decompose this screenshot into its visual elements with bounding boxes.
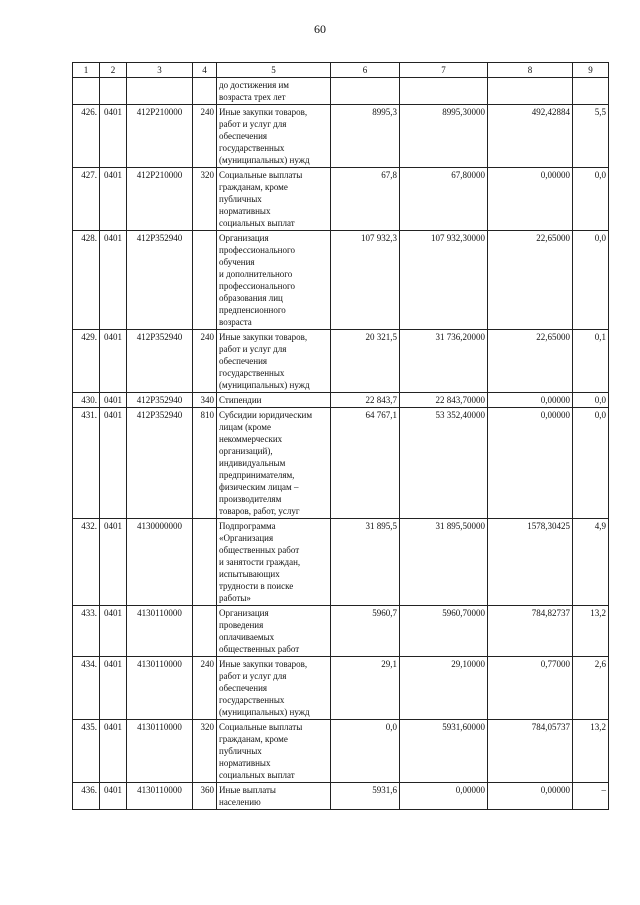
executed-amount-cell: 0,77000 xyxy=(488,657,573,720)
executed-amount-cell: 1578,30425 xyxy=(488,519,573,606)
table-row xyxy=(73,393,609,408)
row-number-cell: 426. xyxy=(73,105,100,168)
expense-type-cell: 240 xyxy=(193,657,217,720)
table-row xyxy=(73,168,609,231)
approved-amount-cell: 5960,7 xyxy=(331,606,400,657)
target-article-cell: 4130000000 xyxy=(127,519,193,606)
section-code-cell: 0401 xyxy=(100,720,127,783)
refined-amount-cell: 0,00000 xyxy=(400,783,488,810)
section-code-cell: 0401 xyxy=(100,231,127,330)
executed-amount-cell: 22,65000 xyxy=(488,330,573,393)
approved-amount-cell: 64 767,1 xyxy=(331,408,400,519)
column-header: 7 xyxy=(400,63,488,78)
table-row xyxy=(73,657,609,720)
executed-amount-cell: 0,00000 xyxy=(488,408,573,519)
table-row xyxy=(73,330,609,393)
column-header: 4 xyxy=(193,63,217,78)
execution-percent-cell: 13,2 xyxy=(573,606,609,657)
row-number-cell xyxy=(73,78,100,105)
row-number-cell: 429. xyxy=(73,330,100,393)
executed-amount-cell: 0,00000 xyxy=(488,783,573,810)
approved-amount-cell: 31 895,5 xyxy=(331,519,400,606)
approved-amount-cell: 5931,6 xyxy=(331,783,400,810)
target-article-cell: 4130110000 xyxy=(127,783,193,810)
section-code-cell: 0401 xyxy=(100,519,127,606)
table-row xyxy=(73,408,609,519)
refined-amount-cell: 53 352,40000 xyxy=(400,408,488,519)
table-row xyxy=(73,606,609,657)
expense-type-cell: 810 xyxy=(193,408,217,519)
target-article-cell: 4130110000 xyxy=(127,606,193,657)
refined-amount-cell: 22 843,70000 xyxy=(400,393,488,408)
executed-amount-cell: 0,00000 xyxy=(488,393,573,408)
description-cell: до достижения им возраста трех лет xyxy=(217,78,331,105)
section-code-cell: 0401 xyxy=(100,330,127,393)
table-row xyxy=(73,231,609,330)
row-number-cell: 428. xyxy=(73,231,100,330)
approved-amount-cell: 67,8 xyxy=(331,168,400,231)
column-header: 3 xyxy=(127,63,193,78)
execution-percent-cell: 4,9 xyxy=(573,519,609,606)
refined-amount-cell xyxy=(400,78,488,105)
refined-amount-cell: 31 895,50000 xyxy=(400,519,488,606)
expense-type-cell: 360 xyxy=(193,783,217,810)
execution-percent-cell: 0,0 xyxy=(573,231,609,330)
expense-type-cell xyxy=(193,78,217,105)
description-cell: Иные закупки товаров, работ и услуг для обеспечения государственных (муниципальных) нужд xyxy=(217,657,331,720)
target-article-cell: 4130110000 xyxy=(127,720,193,783)
column-header: 2 xyxy=(100,63,127,78)
section-code-cell: 0401 xyxy=(100,408,127,519)
table-row xyxy=(73,720,609,783)
table-row xyxy=(73,783,609,810)
description-cell: Стипендии xyxy=(217,393,331,408)
refined-amount-cell: 8995,30000 xyxy=(400,105,488,168)
row-number-cell: 434. xyxy=(73,657,100,720)
target-article-cell: 412P352940 xyxy=(127,408,193,519)
approved-amount-cell xyxy=(331,78,400,105)
target-article-cell: 412P210000 xyxy=(127,105,193,168)
budget-table xyxy=(72,62,609,810)
row-number-cell: 433. xyxy=(73,606,100,657)
description-cell: Социальные выплаты гражданам, кроме публичных нормативных социальных выплат xyxy=(217,720,331,783)
refined-amount-cell: 107 932,30000 xyxy=(400,231,488,330)
description-cell: Субсидии юридическим лицам (кроме некоммерческих организаций), индивидуальным предпринимателям, физическим лицам – производителям товаров, работ, услуг xyxy=(217,408,331,519)
description-cell: Иные закупки товаров, работ и услуг для обеспечения государственных (муниципальных) нужд xyxy=(217,105,331,168)
section-code-cell: 0401 xyxy=(100,657,127,720)
expense-type-cell xyxy=(193,231,217,330)
approved-amount-cell: 107 932,3 xyxy=(331,231,400,330)
section-code-cell: 0401 xyxy=(100,393,127,408)
executed-amount-cell: 492,42884 xyxy=(488,105,573,168)
execution-percent-cell: 2,6 xyxy=(573,657,609,720)
expense-type-cell: 240 xyxy=(193,105,217,168)
row-number-cell: 431. xyxy=(73,408,100,519)
target-article-cell: 412P352940 xyxy=(127,393,193,408)
refined-amount-cell: 31 736,20000 xyxy=(400,330,488,393)
execution-percent-cell: 0,0 xyxy=(573,168,609,231)
column-header: 5 xyxy=(217,63,331,78)
section-code-cell: 0401 xyxy=(100,783,127,810)
target-article-cell: 412P352940 xyxy=(127,231,193,330)
execution-percent-cell: 13,2 xyxy=(573,720,609,783)
row-number-cell: 432. xyxy=(73,519,100,606)
description-cell: Подпрограмма «Организация общественных работ и занятости граждан, испытывающих трудности в поиске работы» xyxy=(217,519,331,606)
table-body xyxy=(73,78,609,810)
execution-percent-cell: – xyxy=(573,783,609,810)
refined-amount-cell: 5931,60000 xyxy=(400,720,488,783)
approved-amount-cell: 8995,3 xyxy=(331,105,400,168)
target-article-cell: 412P352940 xyxy=(127,330,193,393)
section-code-cell: 0401 xyxy=(100,606,127,657)
description-cell: Организация проведения оплачиваемых общественных работ xyxy=(217,606,331,657)
section-code-cell: 0401 xyxy=(100,168,127,231)
expense-type-cell xyxy=(193,606,217,657)
approved-amount-cell: 29,1 xyxy=(331,657,400,720)
executed-amount-cell: 22,65000 xyxy=(488,231,573,330)
row-number-cell: 430. xyxy=(73,393,100,408)
expense-type-cell: 240 xyxy=(193,330,217,393)
executed-amount-cell: 784,82737 xyxy=(488,606,573,657)
approved-amount-cell: 22 843,7 xyxy=(331,393,400,408)
table-header-row xyxy=(73,63,609,78)
refined-amount-cell: 29,10000 xyxy=(400,657,488,720)
row-number-cell: 436. xyxy=(73,783,100,810)
description-cell: Социальные выплаты гражданам, кроме публичных нормативных социальных выплат xyxy=(217,168,331,231)
expense-type-cell xyxy=(193,519,217,606)
approved-amount-cell: 20 321,5 xyxy=(331,330,400,393)
target-article-cell: 4130110000 xyxy=(127,657,193,720)
row-number-cell: 435. xyxy=(73,720,100,783)
target-article-cell xyxy=(127,78,193,105)
executed-amount-cell: 784,05737 xyxy=(488,720,573,783)
executed-amount-cell xyxy=(488,78,573,105)
description-cell: Организация профессионального обучения и дополнительного профессионального образования лиц предпенсионного возраста xyxy=(217,231,331,330)
page-number: 60 xyxy=(314,22,326,36)
refined-amount-cell: 5960,70000 xyxy=(400,606,488,657)
executed-amount-cell: 0,00000 xyxy=(488,168,573,231)
approved-amount-cell: 0,0 xyxy=(331,720,400,783)
execution-percent-cell: 0,1 xyxy=(573,330,609,393)
section-code-cell: 0401 xyxy=(100,105,127,168)
column-header: 6 xyxy=(331,63,400,78)
row-number-cell: 427. xyxy=(73,168,100,231)
refined-amount-cell: 67,80000 xyxy=(400,168,488,231)
column-header: 9 xyxy=(573,63,609,78)
column-header: 8 xyxy=(488,63,573,78)
execution-percent-cell: 5,5 xyxy=(573,105,609,168)
table-row xyxy=(73,519,609,606)
expense-type-cell: 320 xyxy=(193,720,217,783)
execution-percent-cell: 0,0 xyxy=(573,408,609,519)
table-row xyxy=(73,78,609,105)
execution-percent-cell xyxy=(573,78,609,105)
execution-percent-cell: 0,0 xyxy=(573,393,609,408)
target-article-cell: 412P210000 xyxy=(127,168,193,231)
table-row xyxy=(73,105,609,168)
column-header: 1 xyxy=(73,63,100,78)
expense-type-cell: 340 xyxy=(193,393,217,408)
description-cell: Иные выплаты населению xyxy=(217,783,331,810)
description-cell: Иные закупки товаров, работ и услуг для обеспечения государственных (муниципальных) нужд xyxy=(217,330,331,393)
section-code-cell xyxy=(100,78,127,105)
expense-type-cell: 320 xyxy=(193,168,217,231)
